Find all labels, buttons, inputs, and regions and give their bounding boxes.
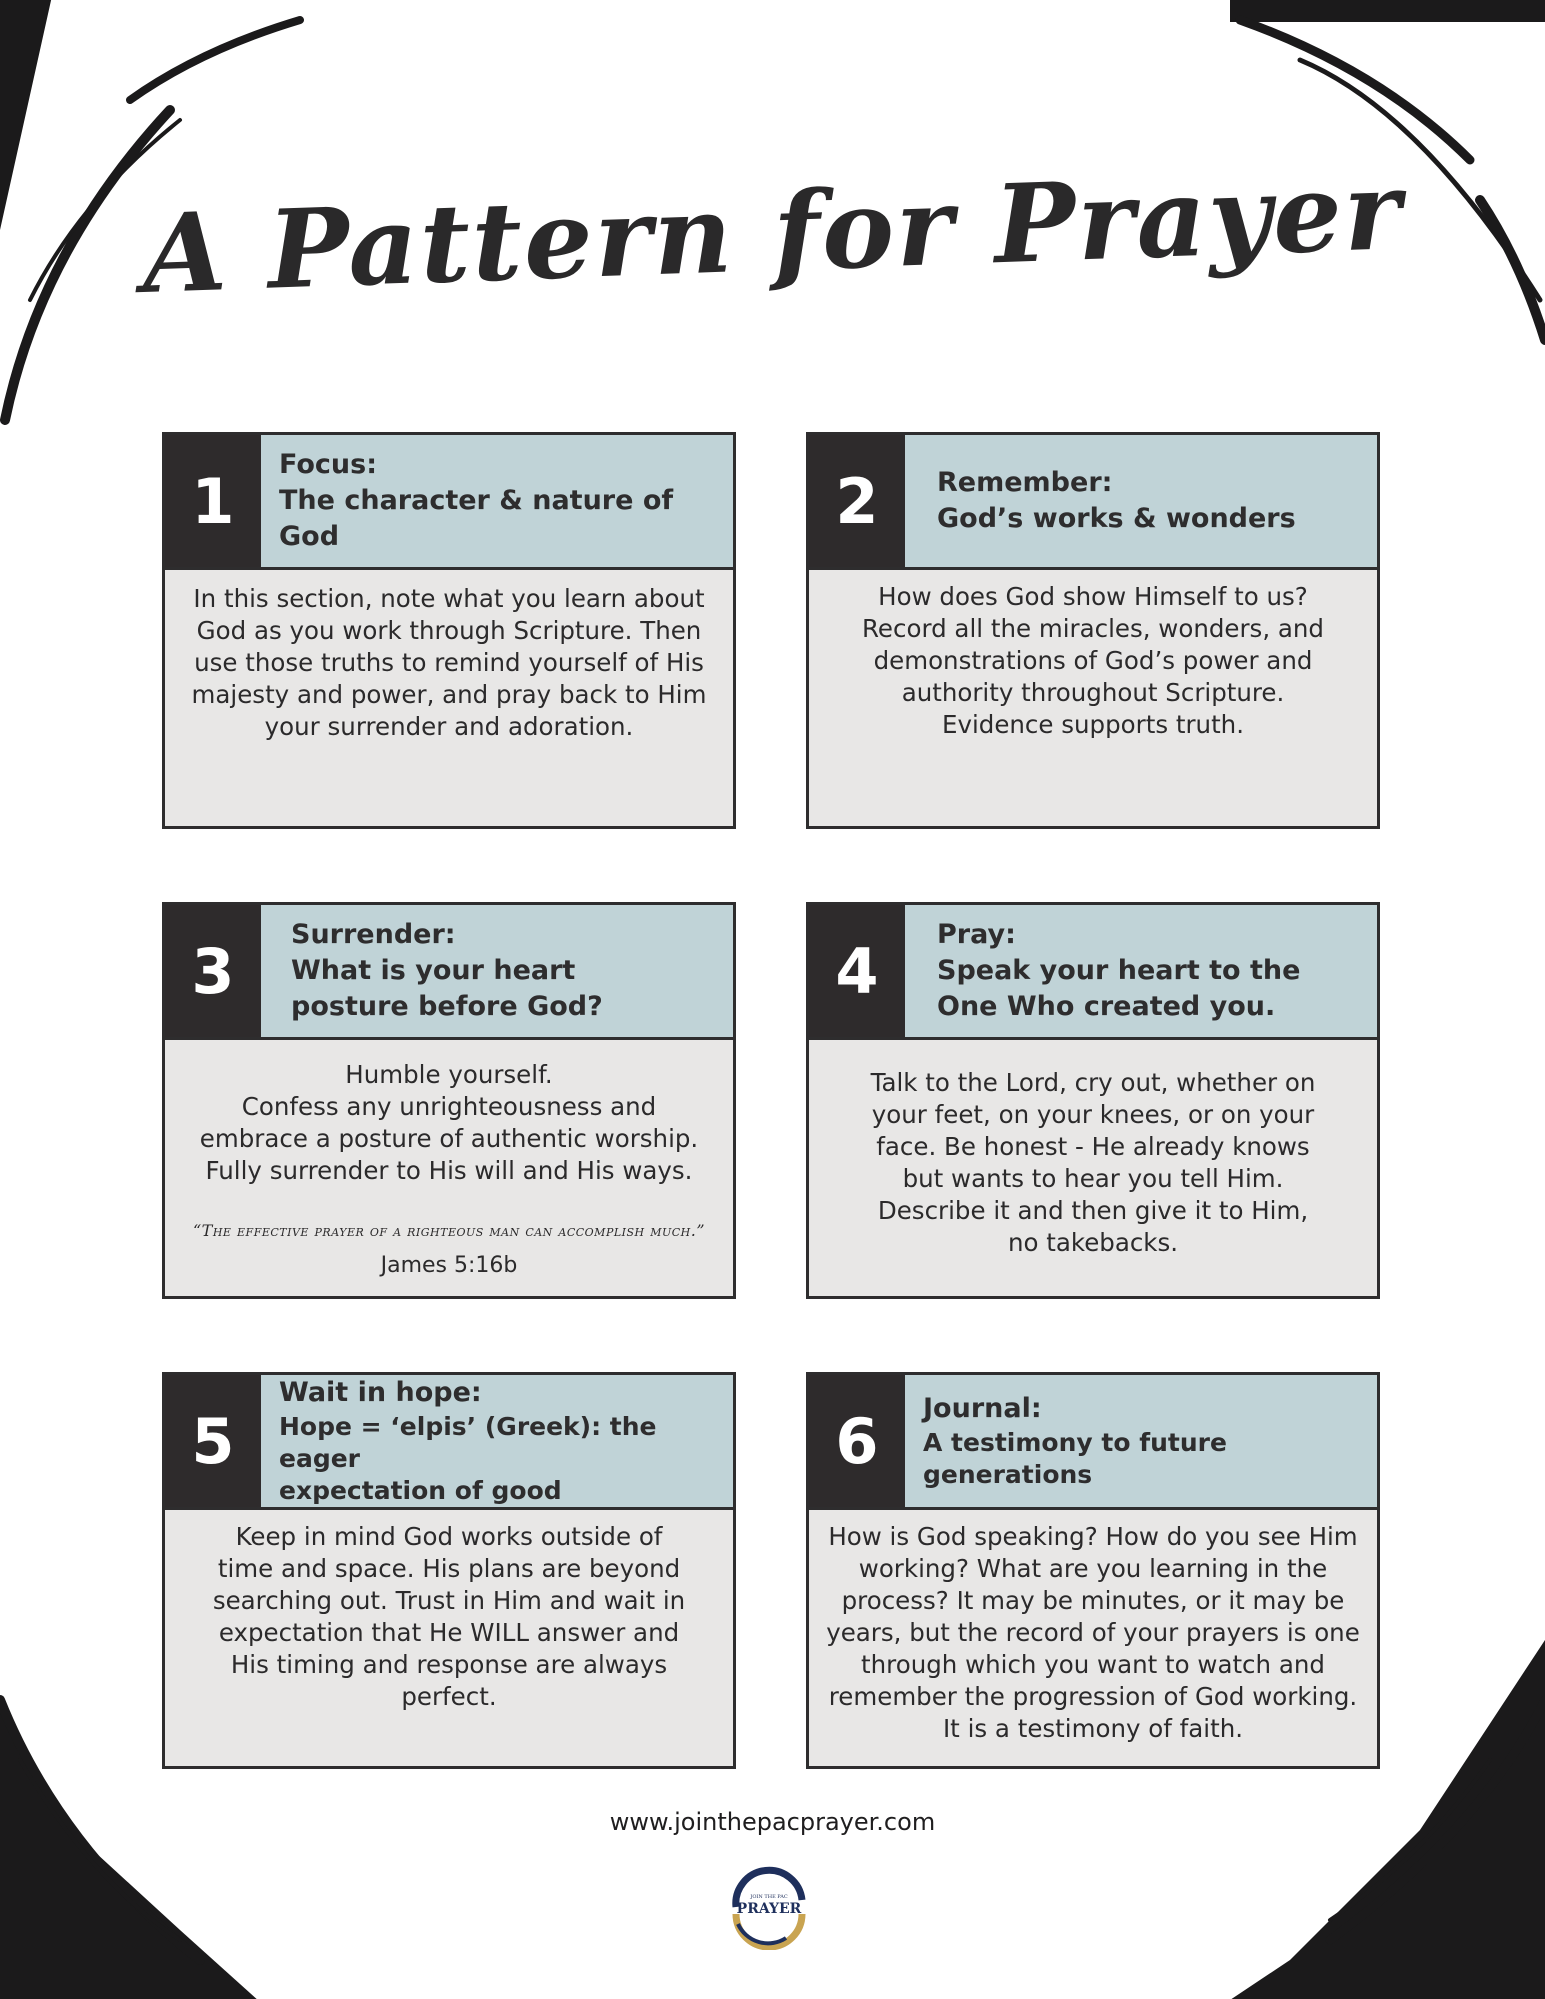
- card-header: [165, 435, 733, 570]
- card-title: Wait in hope:: [279, 1377, 482, 1408]
- card-header: [809, 905, 1377, 1040]
- body-line: It is a testimony of faith.: [942, 1714, 1244, 1743]
- card-subtitle: One Who created you.: [937, 991, 1276, 1022]
- body-line: embrace a posture of authentic worship.: [199, 1124, 699, 1153]
- logo-small-text: JOIN THE PAC: [750, 1894, 788, 1900]
- step-number: 2: [809, 435, 905, 567]
- body-line: How does God show Himself to us?: [878, 582, 1308, 611]
- card-body: [183, 1521, 715, 1713]
- card-heading: [279, 1375, 721, 1507]
- card-subtitle: generations: [923, 1460, 1093, 1489]
- step-number: 6: [809, 1375, 905, 1507]
- card-title: Remember:: [937, 467, 1113, 498]
- card-body: [817, 1521, 1369, 1745]
- body-line: Describe it and then give it to Him,: [877, 1196, 1309, 1225]
- body-line: God as you work through Scripture. Then: [196, 616, 702, 645]
- body-line: expectation that He WILL answer and: [218, 1618, 680, 1647]
- scripture-quote: “The effective prayer of a righteous man can accomplish much.”: [192, 1221, 706, 1240]
- card-body: [183, 583, 715, 743]
- body-line: perfect.: [401, 1682, 497, 1711]
- body-line: no takebacks.: [1007, 1228, 1179, 1257]
- scripture-reference: James 5:16b: [380, 1253, 518, 1278]
- body-line: Record all the miracles, wonders, and: [862, 614, 1324, 643]
- card-title: Pray:: [937, 919, 1016, 950]
- card-heading: [937, 905, 1365, 1037]
- body-line: use those truths to remind yourself of His: [194, 648, 704, 677]
- card-wait-in-hope: [162, 1372, 736, 1769]
- body-line: but wants to hear you tell Him.: [902, 1164, 1284, 1193]
- logo-main-text: PRAYER: [736, 1901, 802, 1917]
- card-heading: [923, 1375, 1365, 1507]
- card-subtitle: Speak your heart to the: [937, 955, 1301, 986]
- body-line: Evidence supports truth.: [941, 710, 1244, 739]
- card-title: Focus:: [279, 449, 377, 480]
- body-line: Talk to the Lord, cry out, whether on: [870, 1068, 1316, 1097]
- body-line: majesty and power, and pray back to Him: [191, 680, 707, 709]
- body-line: Keep in mind God works outside of: [235, 1522, 663, 1551]
- prayer-logo: [726, 1864, 812, 1950]
- body-line: years, but the record of your prayers is one: [826, 1618, 1360, 1647]
- card-remember: [806, 432, 1380, 829]
- card-subtitle: God’s works & wonders: [937, 503, 1296, 534]
- step-number: 4: [809, 905, 905, 1037]
- page-title: A Pattern for Prayer: [140, 148, 1405, 318]
- card-header: [809, 1375, 1377, 1510]
- body-line: demonstrations of God’s power and: [873, 646, 1313, 675]
- body-line: searching out. Trust in Him and wait in: [212, 1586, 686, 1615]
- card-body: [827, 1067, 1359, 1259]
- body-line: In this section, note what you learn about: [193, 584, 705, 613]
- step-number: 1: [165, 435, 261, 567]
- card-subtitle: The character & nature of God: [279, 485, 674, 552]
- card-header: [809, 435, 1377, 570]
- card-header: [165, 1375, 733, 1510]
- website-url: www.jointhepacprayer.com: [609, 1808, 936, 1836]
- body-line: face. Be honest - He already knows: [876, 1132, 1310, 1161]
- card-title: Journal:: [923, 1393, 1042, 1424]
- card-heading: [279, 435, 721, 567]
- card-subtitle: posture before God?: [291, 991, 603, 1022]
- card-focus: [162, 432, 736, 829]
- step-number: 5: [165, 1375, 261, 1507]
- body-line: process? It may be minutes, or it may be: [841, 1586, 1345, 1615]
- body-line: Fully surrender to His will and His ways.: [205, 1156, 693, 1185]
- card-heading: [937, 435, 1365, 567]
- card-subtitle: expectation of good: [279, 1476, 562, 1505]
- body-line: How is God speaking? How do you see Him: [828, 1522, 1358, 1551]
- body-line: His timing and response are always: [230, 1650, 668, 1679]
- card-pray: [806, 902, 1380, 1299]
- body-line: Humble yourself.: [345, 1060, 553, 1089]
- card-subtitle: What is your heart: [291, 955, 576, 986]
- body-line: time and space. His plans are beyond: [217, 1554, 681, 1583]
- card-body: [183, 1059, 715, 1187]
- card-title: Surrender:: [291, 919, 456, 950]
- body-line: through which you want to watch and: [861, 1650, 1325, 1679]
- card-subtitle: Hope = ‘elpis’ (Greek): the eager: [279, 1412, 657, 1473]
- card-header: [165, 905, 733, 1040]
- body-line: authority throughout Scripture.: [901, 678, 1285, 707]
- body-line: Confess any unrighteousness and: [241, 1092, 657, 1121]
- body-line: remember the progression of God working.: [828, 1682, 1358, 1711]
- body-line: your feet, on your knees, or on your: [871, 1100, 1315, 1129]
- card-subtitle: A testimony to future: [923, 1428, 1227, 1457]
- card-heading: [291, 905, 721, 1037]
- step-number: 3: [165, 905, 261, 1037]
- card-surrender: [162, 902, 736, 1299]
- card-body: [827, 581, 1359, 741]
- body-line: your surrender and adoration.: [264, 712, 634, 741]
- card-journal: [806, 1372, 1380, 1769]
- body-line: working? What are you learning in the: [858, 1554, 1328, 1583]
